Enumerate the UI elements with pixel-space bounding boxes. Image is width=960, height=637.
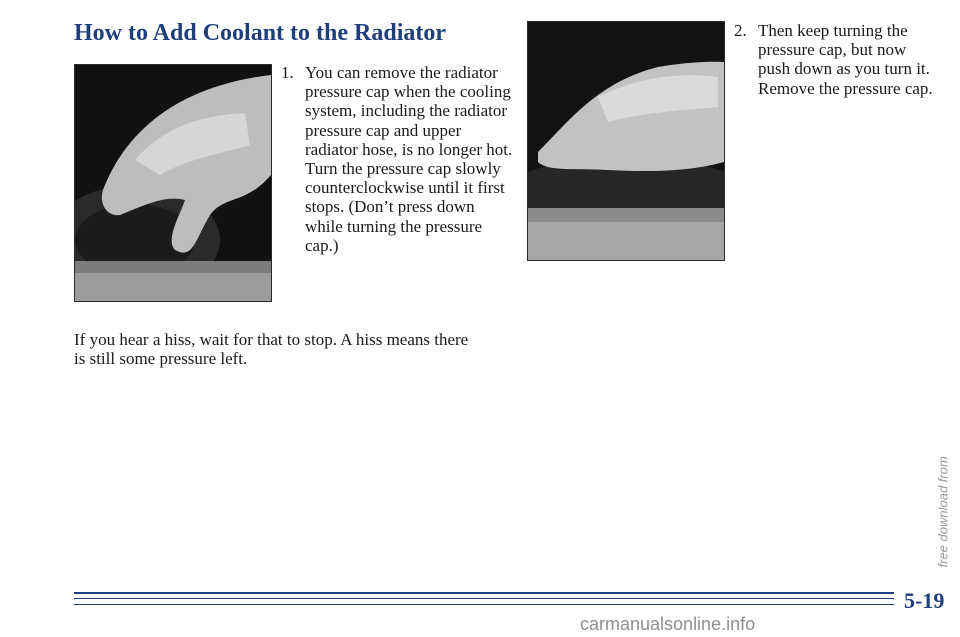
step-number: 1. [281,63,294,82]
footer-rule [74,592,894,594]
page-number: 5-19 [904,588,945,613]
step-text: You can remove the radiator pressure cap when the cooling system, including the radiator pressure cap and upper radiator hose, is no longer hot. Turn the pressure cap slowly counterclockwise until it first stops. (Don’t press down while turning the pressure cap.) [305,63,513,255]
watermark-bottom: carmanualsonline.info [580,614,756,634]
footer-rule [74,598,894,599]
step-number: 2. [734,21,747,40]
footer-rule [74,604,894,605]
watermark-side [928,300,958,590]
step-text: Then keep turning the pressure cap, but now push down as you turn it. Remove the pressure cap. [758,21,933,98]
watermark-side-text: free download from [935,456,951,568]
body-paragraph: If you hear a hiss, wait for that to stop. A hiss means there is still some pressure left. [74,330,469,369]
page-title: How to Add Coolant to the Radiator [74,20,447,46]
photo-hand-pushing-cap [527,21,725,261]
photo-hand-turning-cap [74,64,272,302]
